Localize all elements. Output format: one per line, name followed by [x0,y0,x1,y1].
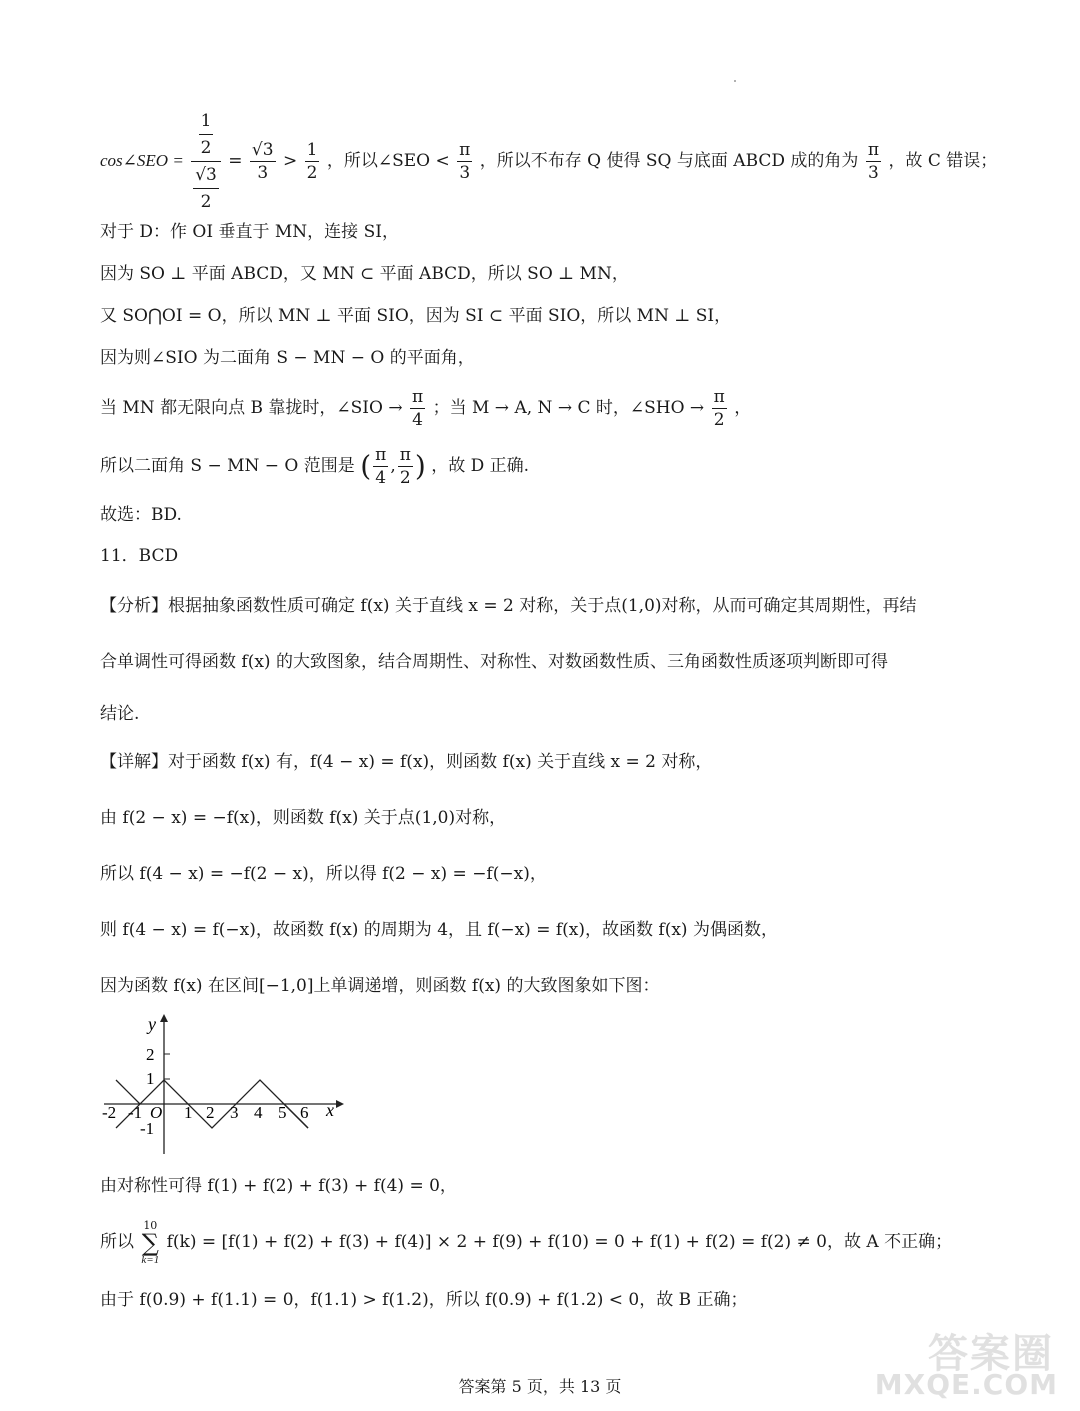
x-arrow [336,1100,344,1108]
watermark-logo: 答案圈 MXQE.COM [874,1331,1058,1401]
y-tick-1: 1 [146,1069,155,1088]
cos-label: cos∠SEO = [100,151,184,170]
text-line: 由 f(2 − x) = −f(x)，则函数 f(x) 关于点(1,0)对称， [100,808,507,828]
x-tick: 5 [278,1103,287,1122]
analysis-line: 合单调性可得函数 f(x) 的大致图象，结合周期性、对称性、对数函数性质、三角函数性质逐项判断即可得 [100,652,888,672]
pi-over-4-range: $\frac{\pi}{4}$ [375,445,387,488]
cos-line: cos∠SEO = $\frac{\frac{1}{2}}{\frac{√3}{2}}$ = $\frac{√3}{3}$ > $\frac{1}{2}$ ，所以∠SEO < $\frac{\pi}{3}$ ，所以不布存 Q 使得 SQ 与底面 ABCD 成的角为 $\frac{\pi}{3}$ ，故 C 错误； [100,108,997,200]
text-line: 由于 f(0.9) + f(1.1) = 0，f(1.1) > f(1.2)，所以 f(0.9) + f(1.2) < 0，故 B 正确； [100,1290,748,1310]
sum-symbol: 10 ∑ k=1 [141,1218,160,1266]
y-arrow [160,1014,168,1022]
x-tick: 3 [230,1103,239,1122]
analysis-line: 结论. [100,704,140,724]
x-axis-label: x [326,1100,334,1120]
pi-over-3-b: $\frac{\pi}{3}$ [867,140,880,183]
range-line: 所以二面角 S − MN − O 范围是 ( $\frac{\pi}{4}$ , $\frac{\pi}{2}$ ) ，故 D 正确. [100,445,530,488]
x-tick: 4 [254,1103,263,1122]
y-tick-2: 2 [146,1045,155,1064]
text-line: 故选：BD. [100,505,182,525]
x-tick: 2 [206,1103,215,1122]
sum-line: 所以 10 ∑ k=1 f(k) = [f(1) + f(2) + f(3) + f(4)] × 2 + f(9) + f(10) = 0 + f(1) + f(2) = f(2) ≠ 0，故 A 不正确； [100,1218,953,1266]
text-line: 由对称性可得 f(1) + f(2) + f(3) + f(4) = 0， [100,1176,457,1196]
x-tick: -2 [102,1103,117,1122]
text-line: 因为 SO ⊥ 平面 ABCD，又 MN ⊂ 平面 ABCD，所以 SO ⊥ MN， [100,264,629,284]
sqrt3-over-3: $\frac{√3}{3}$ [251,140,274,183]
function-graph [96,1008,346,1158]
one-half: $\frac{1}{2}$ [306,140,318,183]
text-line: 因为函数 f(x) 在区间[−1,0]上单调递增，则函数 f(x) 的大致图象如下图： [100,976,660,996]
pi-over-2-range: $\frac{\pi}{2}$ [399,445,411,488]
x-tick: 1 [184,1103,193,1122]
analysis-line: 【分析】根据抽象函数性质可确定 f(x) 关于直线 x = 2 对称，关于点(1,0)对称，从而可确定其周期性，再结 [100,596,917,616]
text-line: 所以 f(4 − x) = −f(2 − x)，所以得 f(2 − x) = −f(−x)， [100,864,547,884]
text-line: 又 SO⋂OI = O，所以 MN ⊥ 平面 SIO，因为 SI ⊂ 平面 SIO，所以 MN ⊥ SI， [100,306,732,326]
speck [734,80,736,82]
compound-fraction: $\frac{\frac{1}{2}}{\frac{√3}{2}}$ [191,108,221,215]
text-line: 因为则∠SIO 为二面角 S − MN − O 的平面角， [100,348,475,368]
text-line: 则 f(4 − x) = f(−x)，故函数 f(x) 的周期为 4，且 f(−x) = f(x)，故函数 f(x) 为偶函数， [100,920,778,940]
x-tick: -1 [128,1103,143,1122]
detail-line: 【详解】对于函数 f(x) 有，f(4 − x) = f(x)，则函数 f(x) 关于直线 x = 2 对称， [100,752,713,772]
question-number: 11．BCD [100,546,179,566]
curve-left [116,1080,140,1104]
origin-label: O [150,1103,163,1122]
limit-line: 当 MN 都无限向点 B 靠拢时，∠SIO → $\frac{\pi}{4}$ ；当 M → A, N → C 时，∠SHO → $\frac{\pi}{2}$ ， [100,387,752,430]
y-axis-label: y [148,1014,156,1034]
page-footer: 答案第 5 页，共 13 页 [458,1377,622,1396]
pi-over-2: $\frac{\pi}{2}$ [713,387,725,430]
y-tick-minus1: -1 [140,1119,155,1138]
pi-over-3: $\frac{\pi}{3}$ [459,140,471,183]
pi-over-4: $\frac{\pi}{4}$ [412,387,424,430]
x-tick: 6 [300,1103,309,1122]
text-line-d: 对于 D：作 OI 垂直于 MN，连接 SI， [100,222,399,242]
